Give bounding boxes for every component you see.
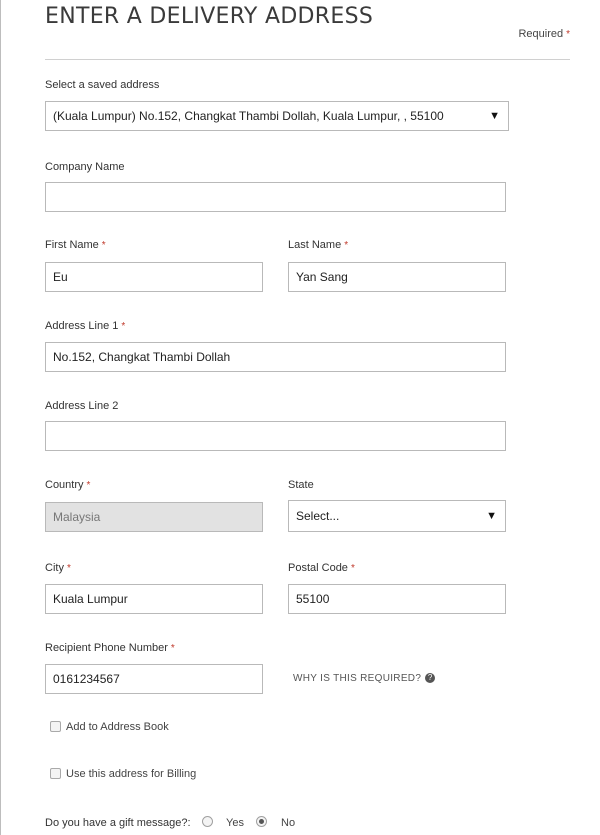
required-marker: * xyxy=(350,563,355,574)
city-label xyxy=(45,562,71,574)
last-name-label-text: Last Name xyxy=(288,239,342,251)
saved-address-select[interactable] xyxy=(45,101,509,131)
postal-code-input[interactable]: 55100 xyxy=(288,584,506,614)
required-note-text: Required xyxy=(518,28,564,40)
gift-message-no-radio[interactable] xyxy=(256,816,267,827)
city-input[interactable]: Kuala Lumpur xyxy=(45,584,263,614)
gift-message-yes-radio[interactable] xyxy=(202,816,213,827)
address-line-2-input[interactable] xyxy=(45,421,506,451)
state-label: State xyxy=(288,479,314,491)
phone-label xyxy=(45,642,175,654)
company-name-input[interactable] xyxy=(45,182,506,212)
gift-message-yes-label[interactable]: Yes xyxy=(226,817,244,829)
page-title: ENTER A DELIVERY ADDRESS xyxy=(45,4,374,29)
last-name-label xyxy=(288,239,348,251)
required-marker: * xyxy=(121,321,126,332)
phone-label-text: Recipient Phone Number xyxy=(45,642,168,654)
add-to-address-book-label[interactable]: Add to Address Book xyxy=(66,721,169,733)
gift-message-label: Do you have a gift message?: xyxy=(45,817,191,829)
city-label-text: City xyxy=(45,562,64,574)
address-line-1-input[interactable]: No.152, Changkat Thambi Dollah xyxy=(45,342,506,372)
postal-code-label xyxy=(288,562,355,574)
required-marker: * xyxy=(86,480,91,491)
add-to-address-book-checkbox[interactable] xyxy=(50,721,61,732)
country-input: Malaysia xyxy=(45,502,263,532)
required-marker: * xyxy=(344,240,349,251)
postal-code-label-text: Postal Code xyxy=(288,562,348,574)
chevron-down-icon: ▼ xyxy=(486,510,497,522)
divider xyxy=(45,59,570,60)
first-name-label xyxy=(45,239,106,251)
required-marker: * xyxy=(66,563,71,574)
required-marker: * xyxy=(170,643,175,654)
why-required-text: WHY IS THIS REQUIRED? xyxy=(293,673,422,684)
country-label-text: Country xyxy=(45,479,84,491)
help-icon[interactable]: ? xyxy=(425,673,435,683)
why-required-link[interactable] xyxy=(293,673,435,684)
gift-message-no-label[interactable]: No xyxy=(281,817,296,829)
country-label xyxy=(45,479,90,491)
left-border xyxy=(0,0,1,835)
use-for-billing-label[interactable]: Use this address for Billing xyxy=(66,768,197,780)
required-note xyxy=(518,28,570,40)
company-name-label: Company Name xyxy=(45,161,125,173)
chevron-down-icon: ▼ xyxy=(489,110,500,122)
required-marker: * xyxy=(566,29,570,40)
address-line-2-label: Address Line 2 xyxy=(45,400,119,412)
state-value: Select... xyxy=(296,509,340,523)
use-for-billing-checkbox[interactable] xyxy=(50,768,61,779)
address-line-1-label-text: Address Line 1 xyxy=(45,320,119,332)
first-name-input[interactable]: Eu xyxy=(45,262,263,292)
required-marker: * xyxy=(101,240,106,251)
saved-address-label: Select a saved address xyxy=(45,79,160,91)
state-select[interactable] xyxy=(288,500,506,532)
first-name-label-text: First Name xyxy=(45,239,99,251)
phone-input[interactable]: 0161234567 xyxy=(45,664,263,694)
saved-address-value: (Kuala Lumpur) No.152, Changkat Thambi Dollah, Kuala Lumpur, , 55100 xyxy=(53,109,444,123)
address-line-1-label xyxy=(45,320,125,332)
last-name-input[interactable]: Yan Sang xyxy=(288,262,506,292)
